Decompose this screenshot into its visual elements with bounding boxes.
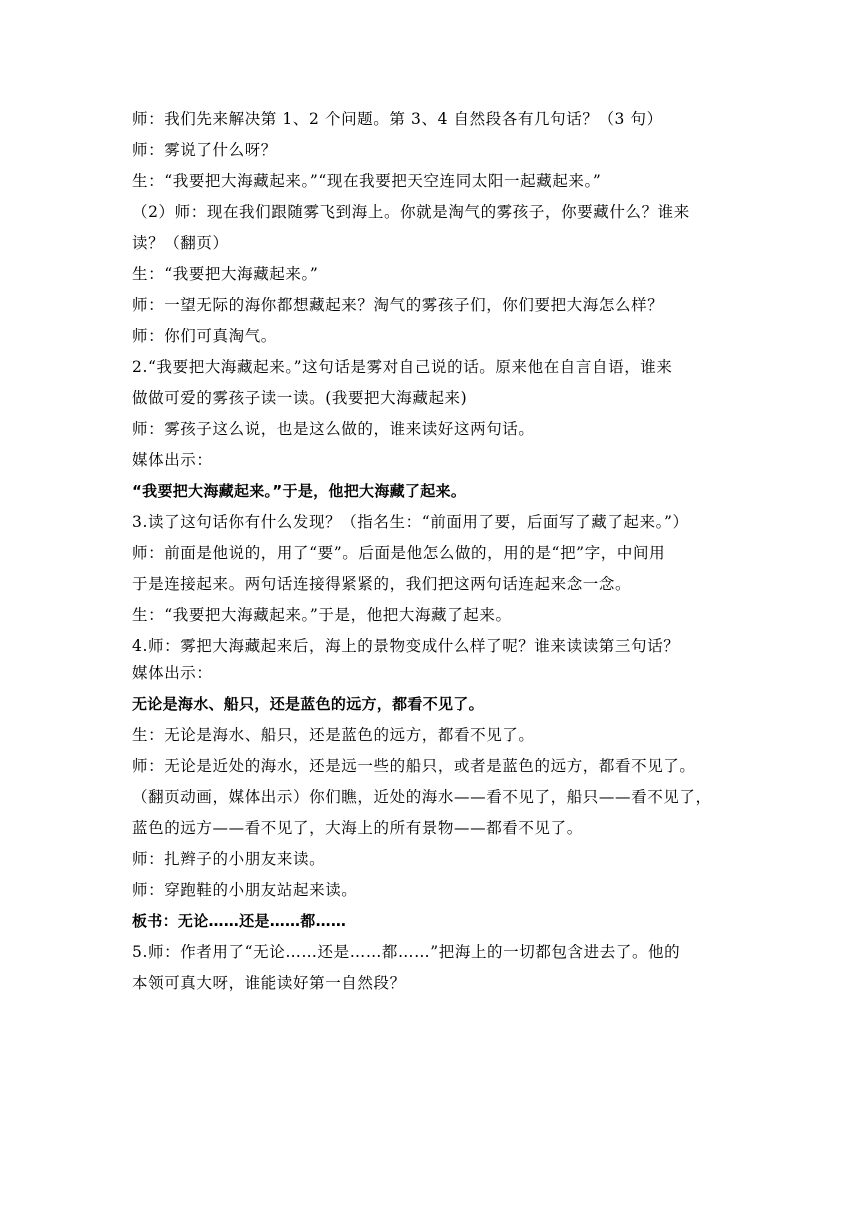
- document-page: [132, 104, 732, 999]
- media-quote-bold: “我要把大海藏起来。”于是，他把大海藏了起来。: [132, 482, 467, 500]
- text-line: 生：“我要把大海藏起来。”“现在我要把天空连同太阳一起藏起来。”: [132, 172, 602, 190]
- text-line: 生：无论是海水、船只，还是蓝色的远方，都看不见了。: [132, 726, 535, 744]
- text-line: 师：扎辫子的小朋友来读。: [132, 850, 326, 868]
- text-line: 媒体出示：: [132, 664, 213, 682]
- text-line: 师：我们先来解决第 1、2 个问题。第 3、4 自然段各有几句话？（3 句）: [132, 110, 663, 128]
- text-line: 读？（翻页）: [132, 234, 229, 252]
- text-line: 师：前面是他说的，用了“要”。后面是他怎么做的，用的是“把”字，中间用: [132, 544, 666, 562]
- text-line: （翻页动画，媒体出示）你们瞧，近处的海水——看不见了，船只——看不见了，: [132, 788, 712, 806]
- text-line: 师：无论是近处的海水，还是远一些的船只，或者是蓝色的远方，都看不见了。: [132, 757, 696, 775]
- text-line: 于是连接起来。两句话连接得紧紧的，我们把这两句话连起来念一念。: [132, 575, 632, 593]
- text-line: 生：“我要把大海藏起来。”于是，他把大海藏了起来。: [132, 606, 512, 624]
- text-line: 4.师：雾把大海藏起来后，海上的景物变成什么样了呢？谁来读读第三句话？: [132, 637, 680, 655]
- text-line: 5.师：作者用了“无论……还是……都……”把海上的一切都包含进去了。他的: [132, 943, 681, 961]
- blackboard-note-bold: 板书：无论……还是……都……: [132, 912, 347, 930]
- text-line: 蓝色的远方——看不见了，大海上的所有景物——都看不见了。: [132, 819, 583, 837]
- text-line: 师：一望无际的海你都想藏起来？淘气的雾孩子们，你们要把大海怎么样？: [132, 296, 664, 314]
- text-line: 3.读了这句话你有什么发现？（指名生：“前面用了要，后面写了藏了起来。”）: [132, 513, 689, 531]
- text-line: 本领可真大呀，谁能读好第一自然段？: [132, 974, 406, 992]
- text-line: 师：穿跑鞋的小朋友站起来读。: [132, 881, 358, 899]
- text-line: 师：雾孩子这么说，也是这么做的，谁来读好这两句话。: [132, 420, 535, 438]
- text-line: （2）师：现在我们跟随雾飞到海上。你就是淘气的雾孩子，你要藏什么？谁来: [132, 203, 690, 221]
- text-line: 师：雾说了什么呀？: [132, 141, 277, 159]
- text-line: 师：你们可真淘气。: [132, 327, 277, 345]
- text-line: 生：“我要把大海藏起来。”: [132, 265, 319, 283]
- text-line: 媒体出示：: [132, 451, 213, 469]
- text-line: 2.“我要把大海藏起来。”这句话是雾对自己说的话。原来他在自言自语，谁来: [132, 358, 673, 376]
- text-line: 做做可爱的雾孩子读一读。(我要把大海藏起来): [132, 389, 468, 407]
- media-quote-bold: 无论是海水、船只，还是蓝色的远方，都看不见了。: [132, 695, 484, 713]
